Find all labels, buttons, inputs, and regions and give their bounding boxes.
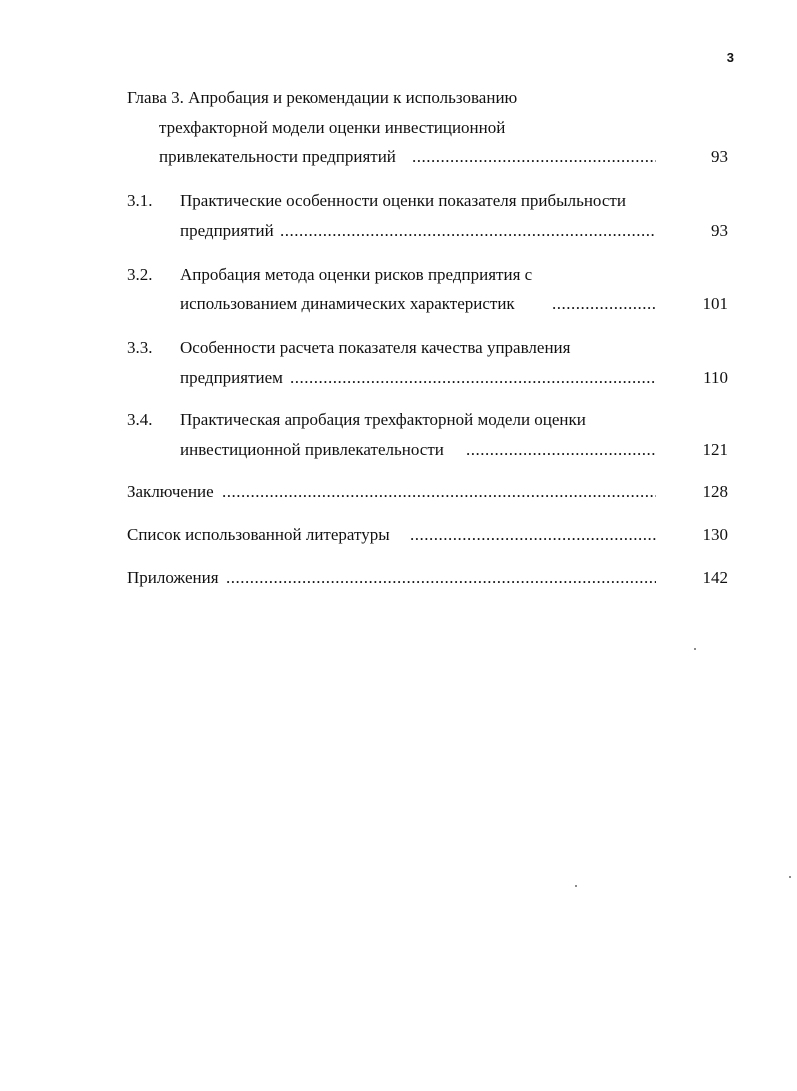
section-title-line-1: Практические особенности оценки показателя прибыльности — [180, 191, 626, 210]
section-title-line-1: Особенности расчета показателя качества управления — [180, 338, 571, 357]
section-number: 3.4. — [127, 410, 153, 429]
scan-speck — [575, 885, 577, 887]
entry-title: Заключение — [127, 482, 214, 501]
page-ref: 110 — [703, 368, 728, 387]
section-number: 3.2. — [127, 265, 153, 284]
section-number: 3.3. — [127, 338, 153, 357]
page-ref: 93 — [711, 221, 728, 240]
page-number: 3 — [726, 50, 734, 65]
leader-dots — [222, 482, 656, 502]
leader-dots — [552, 294, 656, 314]
leader-dots — [280, 221, 656, 241]
entry-title: Приложения — [127, 568, 219, 587]
page-ref: 101 — [702, 294, 728, 313]
scan-speck — [789, 876, 791, 878]
chapter-title-line-1: Глава 3. Апробация и рекомендации к использованию — [127, 88, 518, 107]
page-ref: 128 — [702, 482, 728, 501]
leader-dots — [290, 368, 656, 388]
scan-speck — [694, 648, 696, 650]
page-ref: 142 — [702, 568, 728, 587]
section-title-line-2: использованием динамических характеристик — [180, 294, 515, 313]
section-title-line-1: Апробация метода оценки рисков предприятия с — [180, 265, 533, 284]
entry-title: Список использованной литературы — [127, 525, 390, 544]
section-title-line-2: инвестиционной привлекательности — [180, 440, 444, 459]
chapter-title-line-3: привлекательности предприятий — [159, 147, 396, 166]
section-title-line-2: предприятием — [180, 368, 283, 387]
page-ref: 130 — [702, 525, 728, 544]
leader-dots — [410, 525, 656, 545]
leader-dots — [412, 147, 656, 167]
page-ref: 121 — [702, 440, 728, 459]
section-number: 3.1. — [127, 191, 153, 210]
section-title-line-2: предприятий — [180, 221, 274, 240]
page-ref: 93 — [711, 147, 728, 166]
leader-dots — [226, 568, 656, 588]
section-title-line-1: Практическая апробация трехфакторной модели оценки — [180, 410, 586, 429]
leader-dots — [466, 440, 656, 460]
chapter-title-line-2: трехфакторной модели оценки инвестиционной — [159, 118, 506, 137]
